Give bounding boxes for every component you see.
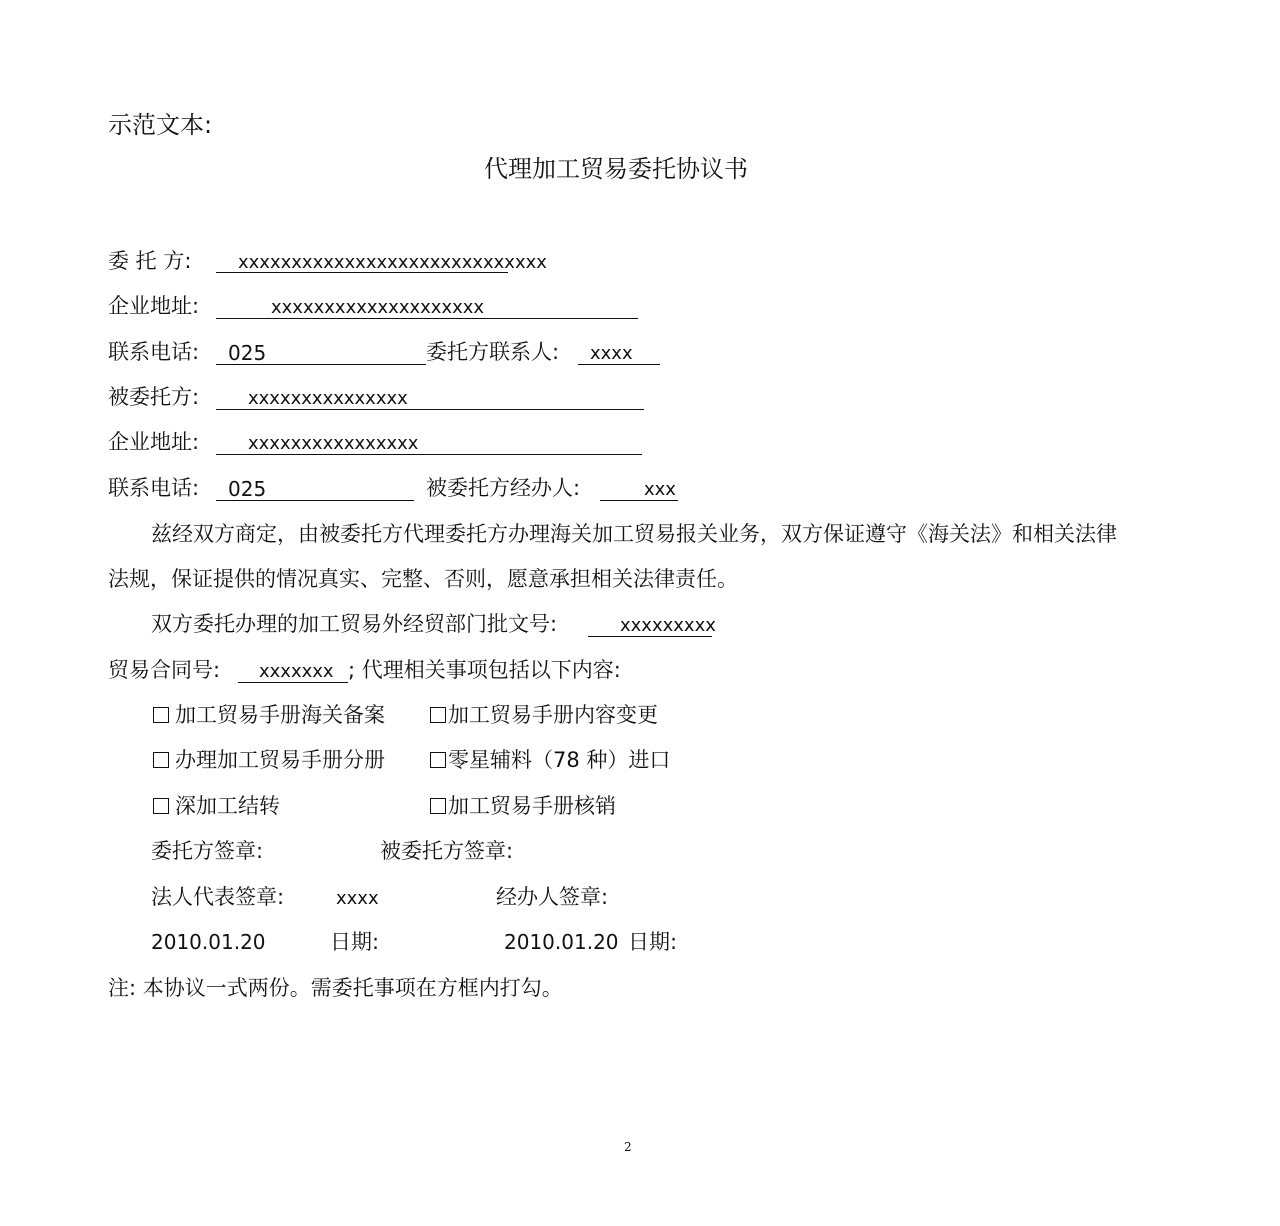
handler-seal-label: 经办人签章: [496, 885, 609, 909]
agent-phone-label: 联系电话: [108, 476, 200, 500]
checkbox-icon[interactable] [153, 752, 169, 768]
agent-address-label: 企业地址: [108, 430, 200, 454]
checkbox-icon[interactable] [153, 707, 169, 723]
agent-seal-label: 被委托方签章: [380, 839, 514, 863]
agent-name-underline [216, 409, 644, 410]
option-checkbox[interactable] [430, 705, 658, 726]
principal-contact-underline [578, 364, 660, 365]
legal-rep-label: 法人代表签章: [151, 885, 285, 909]
legal-rep-value: xxxx [336, 888, 379, 909]
option-checkbox[interactable] [430, 796, 616, 817]
checkbox-icon[interactable] [430, 707, 446, 723]
agent-handler: xxx [644, 479, 676, 500]
principal-seal-label: 委托方签章: [151, 839, 264, 863]
approval-number-label: 双方委托办理的加工贸易外经贸部门批文号: [151, 612, 558, 636]
approval-number: xxxxxxxxx [620, 615, 716, 636]
principal-phone: 025 [228, 341, 267, 365]
principal-contact-label: 委托方联系人: [426, 340, 560, 364]
agent-name: xxxxxxxxxxxxxxx [248, 388, 408, 409]
contract-number: xxxxxxx [259, 661, 334, 682]
principal-address: xxxxxxxxxxxxxxxxxxxx [271, 297, 485, 318]
contract-number-label: 贸易合同号: [108, 658, 221, 682]
checkbox-icon[interactable] [153, 798, 169, 814]
date-label-2: 日期: [628, 930, 678, 954]
agent-handler-underline [600, 500, 678, 501]
option-checkbox[interactable] [430, 750, 670, 771]
option-label: 加工贸易手册核销 [448, 794, 616, 818]
agent-label: 被委托方: [108, 385, 200, 409]
principal-address-label: 企业地址: [108, 294, 200, 318]
checkbox-icon[interactable] [430, 798, 446, 814]
option-label: 零星辅料（78 种）进口 [448, 748, 671, 772]
page-number: 2 [624, 1140, 632, 1154]
document-title: 代理加工贸易委托协议书 [484, 155, 748, 183]
approval-number-underline [588, 636, 712, 637]
date-label-1: 日期: [330, 930, 380, 954]
principal-phone-label: 联系电话: [108, 340, 200, 364]
agent-address-underline [216, 454, 642, 455]
option-checkbox[interactable] [153, 796, 280, 817]
option-label: 办理加工贸易手册分册 [175, 748, 385, 772]
contract-number-underline [238, 682, 348, 683]
contract-suffix: ; 代理相关事项包括以下内容: [348, 658, 621, 682]
option-label: 深加工结转 [175, 794, 280, 818]
heading: 示范文本: [108, 111, 213, 139]
option-label: 加工贸易手册内容变更 [448, 703, 658, 727]
principal-contact: xxxx [590, 343, 633, 364]
checkbox-icon[interactable] [430, 752, 446, 768]
agent-phone: 025 [228, 477, 267, 501]
agreement-paragraph-line2: 法规，保证提供的情况真实、完整、否则，愿意承担相关法律责任。 [108, 567, 738, 591]
principal-name: xxxxxxxxxxxxxxxxxxxxxxxxxxxxx [238, 252, 547, 273]
date-value-1: 2010.01.20 [151, 930, 266, 954]
option-checkbox[interactable] [153, 750, 385, 771]
agreement-paragraph-line1: 兹经双方商定，由被委托方代理委托方办理海关加工贸易报关业务，双方保证遵守《海关法》和相关法律 [151, 522, 1117, 546]
principal-address-underline [216, 318, 638, 319]
date-value-2: 2010.01.20 [504, 930, 619, 954]
option-checkbox[interactable] [153, 705, 385, 726]
principal-label: 委 托 方: [108, 249, 192, 273]
option-label: 加工贸易手册海关备案 [175, 703, 385, 727]
footnote: 注: 本协议一式两份。需委托事项在方框内打勾。 [108, 976, 563, 1000]
agent-handler-label: 被委托方经办人: [426, 476, 581, 500]
agent-address: xxxxxxxxxxxxxxxx [248, 433, 419, 454]
